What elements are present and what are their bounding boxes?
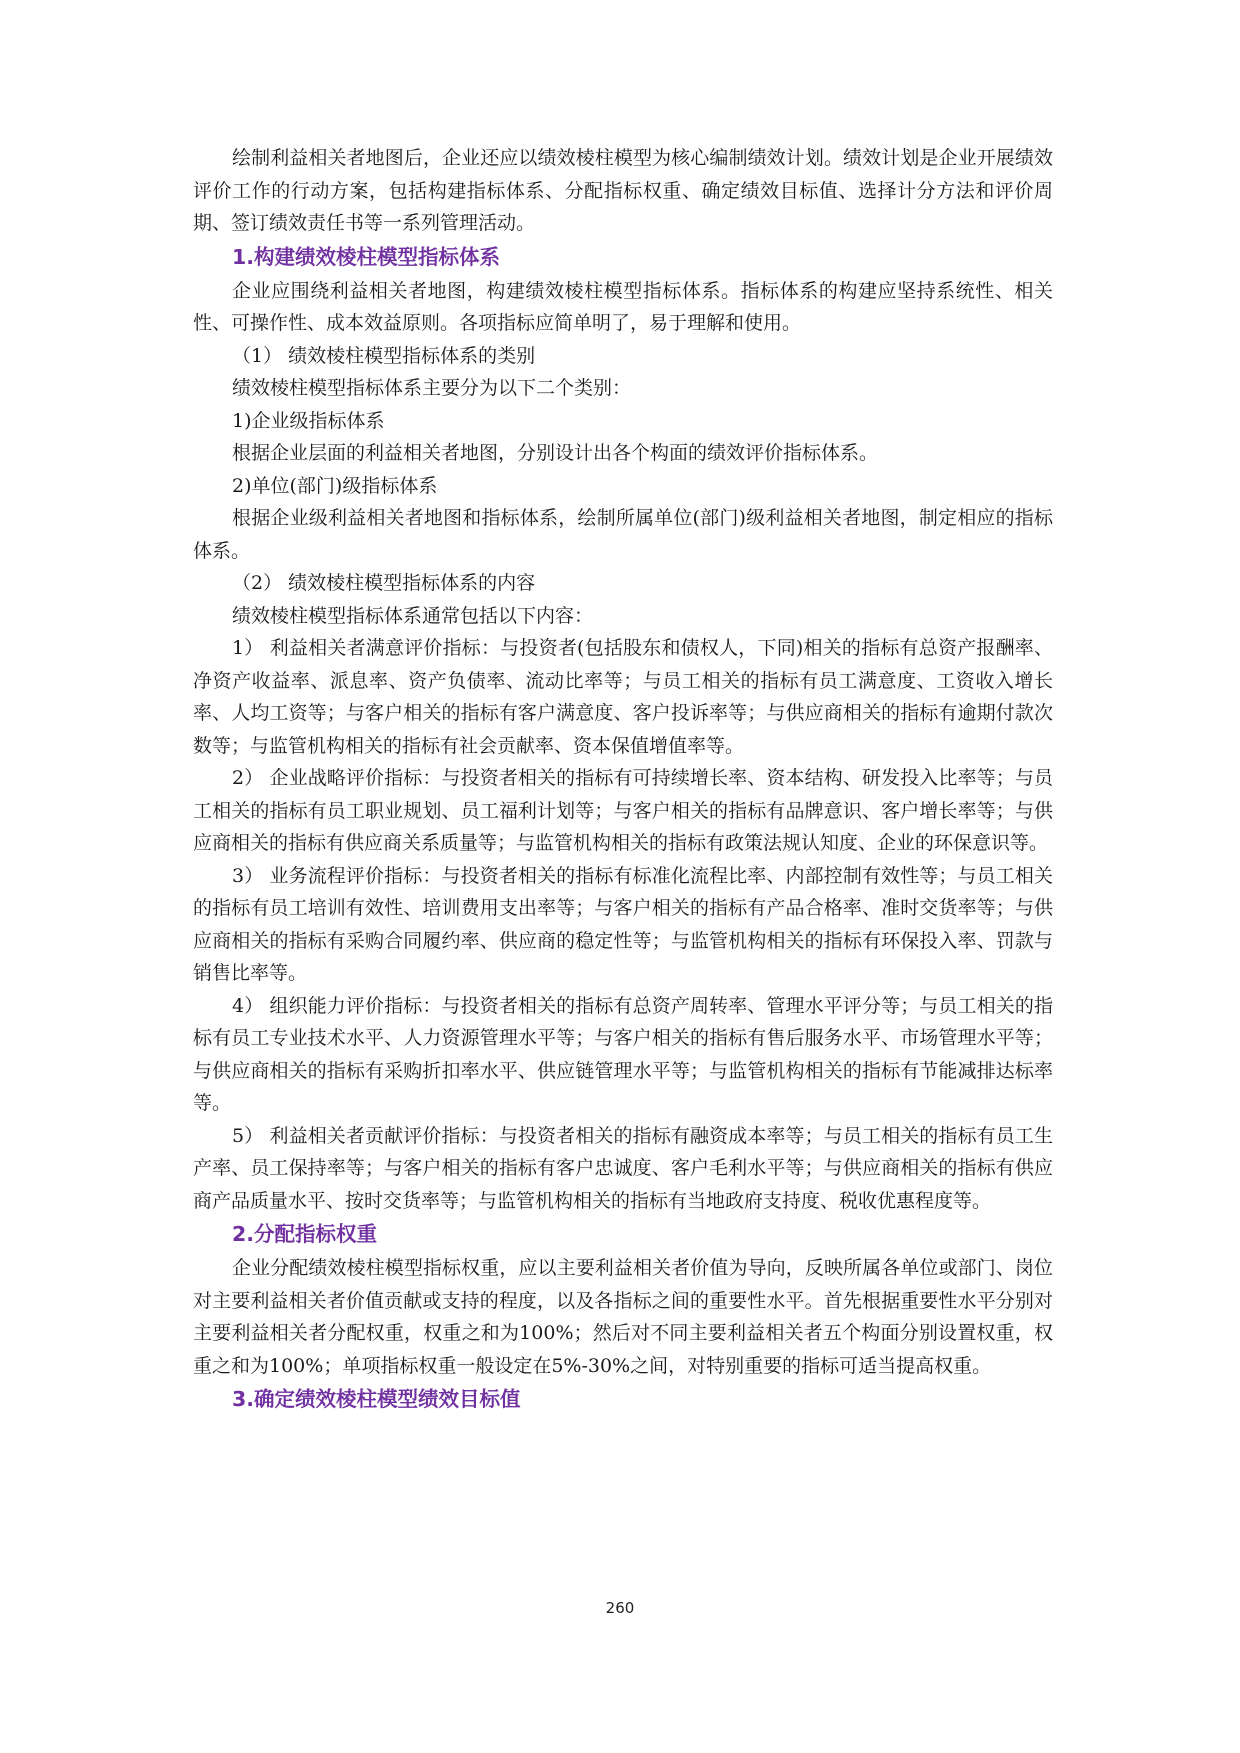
subsection-1-title: （1） 绩效棱柱模型指标体系的类别 [232,344,536,367]
section-heading-2: 2.分配指标权重 [232,1222,378,1246]
subsection-2-title: （2） 绩效棱柱模型指标体系的内容 [232,572,536,594]
section-heading-1: 1.构建绩效棱柱模型指标体系 [232,244,501,269]
subsection-1-paragraph: 绩效棱柱模型指标体系主要分为以下二个类别： [232,377,632,399]
subsection-2-paragraph: 绩效棱柱模型指标体系通常包括以下内容： [232,604,594,627]
list-item: 1） 利益相关者满意评价指标：与投资者(包括股东和债权人，下同)相关的指标有总资产报酬率、净资产收益率、派息率、资产负债率、流动比率等；与员工相关的指标有员工满意度、工资收入增长率、人均工资等；与客户相关的指标有客户满意度、客户投诉率等；与供应商相关的指标有逾期付款次数等；与监管机构相关的指标有社会贡献率、资本保值增值率等。 [193,637,1053,757]
category-2-paragraph: 根据企业级利益相关者地图和指标体系，绘制所属单位(部门)级利益相关者地图，制定相应的指标体系。 [193,507,1053,562]
list-item: 4） 组织能力评价指标：与投资者相关的指标有总资产周转率、管理水平评分等；与员工相关的指标有员工专业技术水平、人力资源管理水平等；与客户相关的指标有售后服务水平、市场管理水平等；与供应商相关的指标有采购折扣率水平、供应链管理水平等；与监管机构相关的指标有节能减排达标率等。 [193,994,1053,1114]
section-heading-3: 3.确定绩效棱柱模型绩效目标值 [232,1387,521,1411]
intro-paragraph: 绘制利益相关者地图后，企业还应以绩效棱柱模型为核心编制绩效计划。绩效计划是企业开展绩效评价工作的行动方案，包括构建指标体系、分配指标权重、确定绩效目标值、选择计分方法和评价周期、签订绩效责任书等一系列管理活动。 [193,147,1053,234]
document-body [193,142,1053,1417]
list-item: 2） 企业战略评价指标：与投资者相关的指标有可持续增长率、资本结构、研发投入比率等；与员工相关的指标有员工职业规划、员工福利计划等；与客户相关的指标有品牌意识、客户增长率等；与供应商相关的指标有供应商关系质量等；与监管机构相关的指标有政策法规认知度、企业的环保意识等。 [193,767,1053,854]
list-item: 5） 利益相关者贡献评价指标：与投资者相关的指标有融资成本率等；与员工相关的指标有员工生产率、员工保持率等；与客户相关的指标有客户忠诚度、客户毛利水平等；与供应商相关的指标有供应商产品质量水平、按时交货率等；与监管机构相关的指标有当地政府支持度、税收优惠程度等。 [193,1124,1053,1212]
section-2-paragraph: 企业分配绩效棱柱模型指标权重，应以主要利益相关者价值为导向，反映所属各单位或部门、岗位对主要利益相关者价值贡献或支持的程度，以及各指标之间的重要性水平。首先根据重要性水平分别对主要利益相关者分配权重，权重之和为100%；然后对不同主要利益相关者五个构面分别设置权重，权重之和为100%；单项指标权重一般设定在5%-30%之间，对特别重要的指标可适当提高权重。 [193,1257,1053,1377]
category-2-title: 2)单位(部门)级指标体系 [232,474,438,497]
category-1-paragraph: 根据企业层面的利益相关者地图，分别设计出各个构面的绩效评价指标体系。 [232,442,879,464]
section-1-paragraph: 企业应围绕利益相关者地图，构建绩效棱柱模型指标体系。指标体系的构建应坚持系统性、相关性、可操作性、成本效益原则。各项指标应简单明了，易于理解和使用。 [193,279,1053,334]
category-1-title: 1)企业级指标体系 [232,409,385,432]
page-number: 260 [605,1599,635,1617]
list-item: 3） 业务流程评价指标：与投资者相关的指标有标准化流程比率、内部控制有效性等；与员工相关的指标有员工培训有效性、培训费用支出率等；与客户相关的指标有产品合格率、准时交货率等；与供应商相关的指标有采购合同履约率、供应商的稳定性等；与监管机构相关的指标有环保投入率、罚款与销售比率等。 [193,864,1053,984]
